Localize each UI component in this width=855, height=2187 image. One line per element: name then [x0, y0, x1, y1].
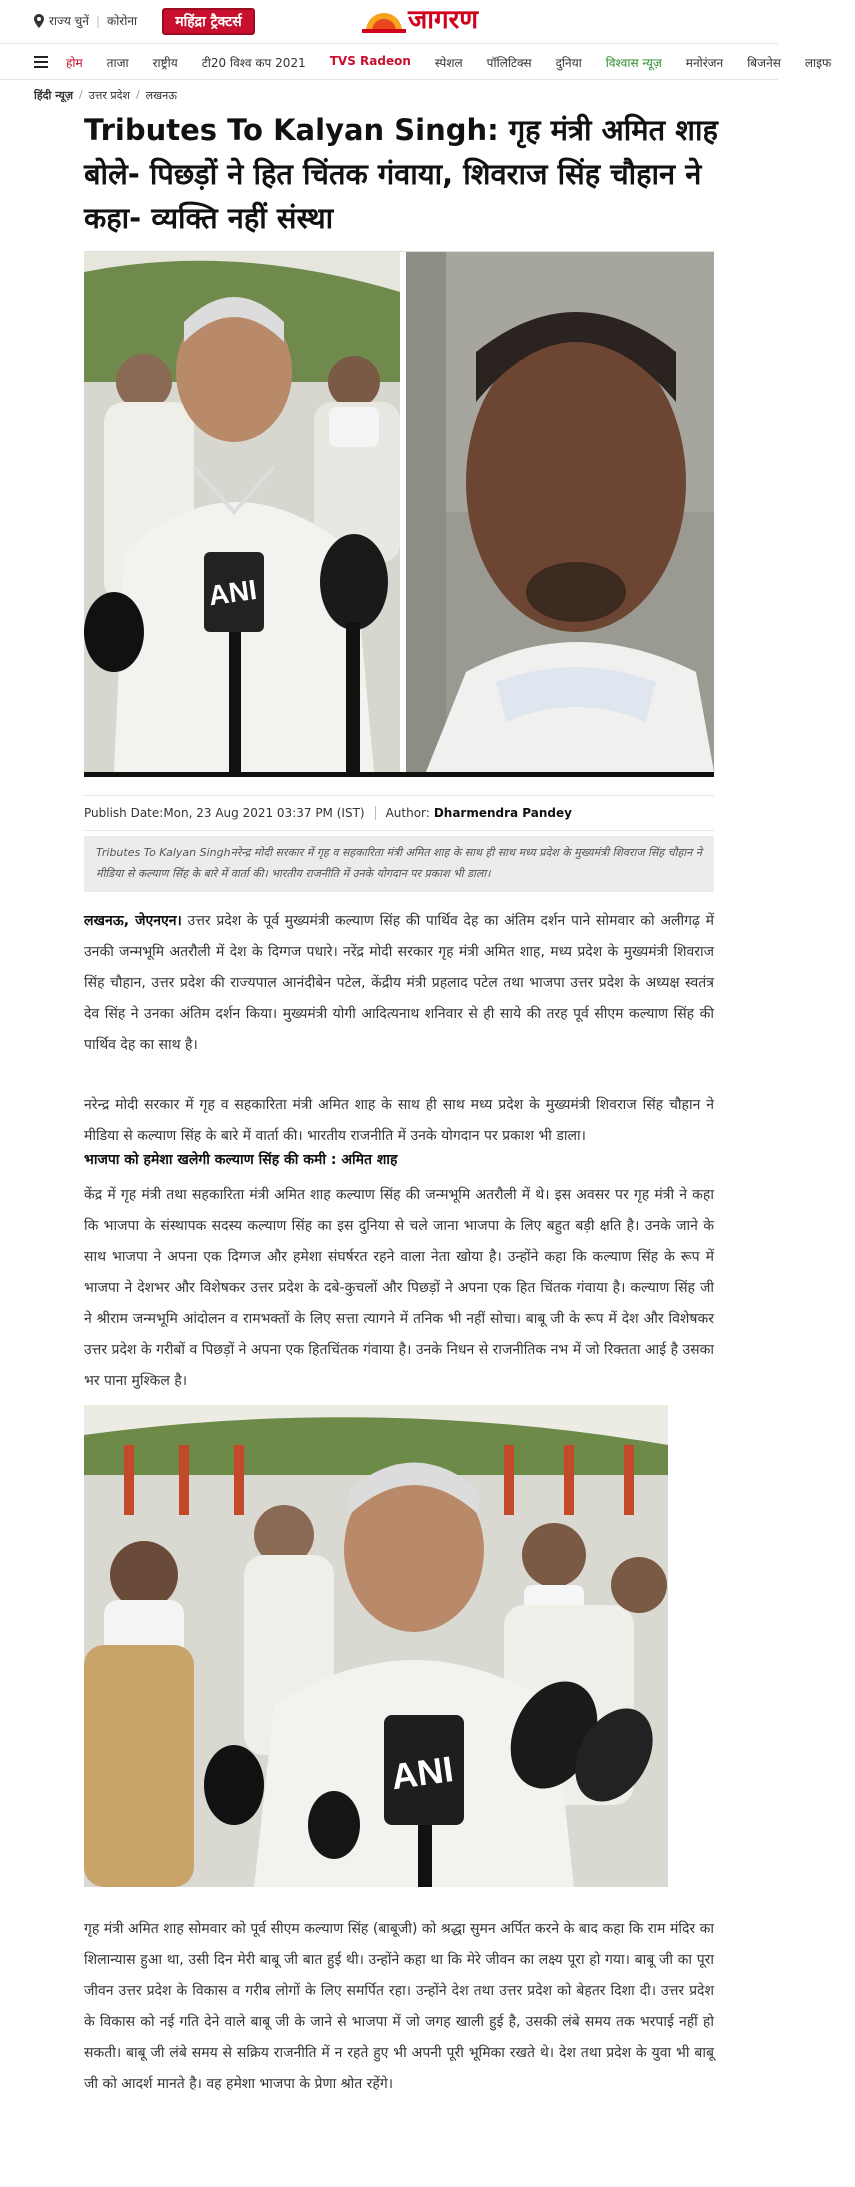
publish-date: Mon, 23 Aug 2021 03:37 PM (IST)	[163, 806, 365, 820]
mic-logo: ANI	[206, 573, 259, 612]
nav-item-latest[interactable]: ताजा	[106, 56, 129, 70]
nav-item-politics[interactable]: पॉलिटिक्स	[486, 56, 532, 70]
breadcrumb-up[interactable]: उत्तर प्रदेश	[88, 89, 130, 102]
hero-photo-right	[406, 252, 714, 772]
divider	[84, 830, 714, 831]
divider	[84, 795, 714, 796]
hero-image	[84, 251, 714, 777]
paragraph-2: नरेन्द्र मोदी सरकार में गृह व सहकारिता मंत्री अमित शाह के साथ ही साथ मध्य प्रदेश के मुख्यमंत्री शिवराज सिंह चौहान ने मीडिया से कल्याण सिंह के बारे में वार्ता की। भारतीय राजनीति में उनके योगदान पर प्रकाश भी डाला।	[84, 1097, 714, 1144]
menu-icon[interactable]	[34, 56, 48, 68]
nav-item-business[interactable]: बिजनेस	[747, 56, 781, 70]
sponsor-ad-button[interactable]: महिंद्रा ट्रैक्टर्स	[162, 8, 255, 35]
nav-item-tvs[interactable]: TVS Radeon	[329, 54, 411, 68]
divider: |	[95, 13, 100, 28]
site-logo[interactable]	[362, 6, 478, 34]
top-links	[34, 12, 137, 29]
location-pin-icon[interactable]	[34, 14, 44, 28]
nav-item-national[interactable]: राष्ट्रीय	[152, 56, 178, 70]
nav-item-t20[interactable]: टी20 विश्व कप 2021	[201, 56, 306, 70]
nav-item-home[interactable]: होम	[66, 56, 83, 70]
article-summary: Tributes To Kalyan Singhनरेन्द्र मोदी सरकार में गृह व सहकारिता मंत्री अमित शाह के साथ ही साथ मध्य प्रदेश के मुख्यमंत्री शिवराज सिंह चौहान ने मीडिया से कल्याण सिंह के बारे में वार्ता की। भारतीय राजनीति में उनके योगदान पर प्रकाश भी डाला।	[84, 836, 714, 892]
logo-text: जागरण	[408, 5, 479, 35]
paragraph-4: गृह मंत्री अमित शाह सोमवार को पूर्व सीएम कल्याण सिंह (बाबूजी) को श्रद्धा सुमन अर्पित करने के बाद कहा कि राम मंदिर का शिलान्यास हुआ था, उसी दिन मेरी बाबू जी बात हुई थी। उन्होंने कहा था कि मेरे जीवन का लक्ष्य पूरा हो गया। बाबू जी का पूरा जीवन उत्तर प्रदेश के विकास व गरीब लोगों के लिए समर्पित रहा। उन्होंने देश तथा उत्तर प्रदेश को बेहतर दिशा दी। उत्तर प्रदेश के विकास को नई गति देने वाले बाबू जी के जाने से भाजपा में जो जगह खाली हुई है, उसकी लंबे समय तक भरपाई नहीं हो सकती। बाबू जी लंबे समय से सक्रिय राजनीति में न रहते हुए भी अपनी पूरी भूमिका रखते थे। देश तथा प्रदेश के युवा भी बाबू जी को आदर्श मानते है। वह हमेशा भाजपा के प्रेणा श्रोत रहेंगे।	[84, 1921, 714, 2092]
publish-label: Publish Date:	[84, 806, 164, 820]
hero-bottom-bar	[84, 772, 714, 777]
breadcrumb-lucknow[interactable]: लखनऊ	[145, 89, 177, 102]
nav-item-vishvas[interactable]: विश्वास न्यूज़	[605, 56, 662, 70]
article-photo	[84, 1405, 668, 1887]
sun-logo-icon	[362, 7, 406, 33]
author-label: Author:	[385, 806, 430, 820]
nav-item-lifestyle[interactable]: लाइफ	[804, 56, 832, 70]
state-select-link[interactable]: राज्य चुनें	[49, 14, 89, 28]
article-meta	[84, 806, 572, 820]
hero-photo-left	[84, 252, 400, 772]
mic-logo: ANI	[388, 1748, 456, 1798]
top-bar	[0, 0, 778, 44]
breadcrumb: हिंदी न्यूज़ / उत्तर प्रदेश / लखनऊ	[34, 88, 177, 102]
paragraph-3: केंद्र में गृह मंत्री तथा सहकारिता मंत्री अमित शाह कल्याण सिंह की जन्मभूमि अतरौली में थे। इस अवसर पर गृह मंत्री ने कहा कि भाजपा के संस्थापक सदस्य कल्याण सिंह का इस दुनिया से चले जाना भाजपा के लिए बहुत बड़ी क्षति है। उनके जाने के साथ भाजपा ने अपना एक दिग्गज और हमेशा संघर्षरत रहने वाला नेता खोया है। उन्होंने कहा कि कल्याण सिंह के रूप में भाजपा ने देशभर और विशेषकर उत्तर प्रदेश के दबे-कुचलों और पिछड़ों ने अपना एक हित चिंतक गंवाया है। कल्याण सिंह जी ने श्रीराम जन्मभूमि आंदोलन व रामभक्तों के लिए सत्ता त्यागने में तनिक भी नहीं सोचा। बाबू जी के रूप में देश और विशेषकर उत्तर प्रदेश के गरीबों व पिछड़ों ने अपना एक हितचिंतक गंवाया है। उनके निधन से राजनीतिक नभ में जो रिक्तता आई है उसका भर पाना मुश्किल है।	[84, 1187, 714, 1389]
nav-item-world[interactable]: दुनिया	[555, 56, 582, 70]
subheading: भाजपा को हमेशा खलेगी कल्याण सिंह की कमी : अमित शाह	[84, 1152, 398, 1168]
paragraph-1-text: उत्तर प्रदेश के पूर्व मुख्यमंत्री कल्याण सिंह की पार्थिव देह का अंतिम दर्शन पाने सोमवार को अलीगढ़ में उनकी जन्मभूमि अतरौली में देश के दिग्गज पधारे। नरेंद्र मोदी सरकार गृह मंत्री अमित शाह, मध्य प्रदेश के मुख्यमंत्री शिवराज सिंह चौहान, उत्तर प्रदेश की राज्यपाल आनंदीबेन पटेल, केंद्रीय मंत्री प्रहलाद पटेल तथा भाजपा उत्तर प्रदेश के अध्यक्ष स्वतंत्र देव सिंह ने उनका अंतिम दर्शन किया। मुख्यमंत्री योगी आदित्यनाथ शनिवार से ही साये की तरह पूर्व सीएम कल्याण सिंह की पार्थिव देह का साथ है।	[84, 913, 714, 1053]
divider	[375, 806, 376, 820]
author-name[interactable]: Dharmendra Pandey	[433, 806, 572, 820]
nav-item-special[interactable]: स्पेशल	[434, 56, 463, 70]
dateline: लखनऊ, जेएनएन।	[84, 913, 182, 929]
nav-item-entertainment[interactable]: मनोरंजन	[685, 56, 724, 70]
paragraph-1	[84, 906, 714, 1061]
breadcrumb-hindi-news[interactable]: हिंदी न्यूज़	[34, 89, 73, 102]
page-title: Tributes To Kalyan Singh: गृह मंत्री अमित शाह बोले- पिछड़ों ने हित चिंतक गंवाया, शिवराज सिंह चौहान ने कहा- व्यक्ति नहीं संस्था	[84, 113, 718, 235]
main-nav	[0, 44, 832, 80]
corona-link[interactable]: कोरोना	[106, 14, 138, 28]
